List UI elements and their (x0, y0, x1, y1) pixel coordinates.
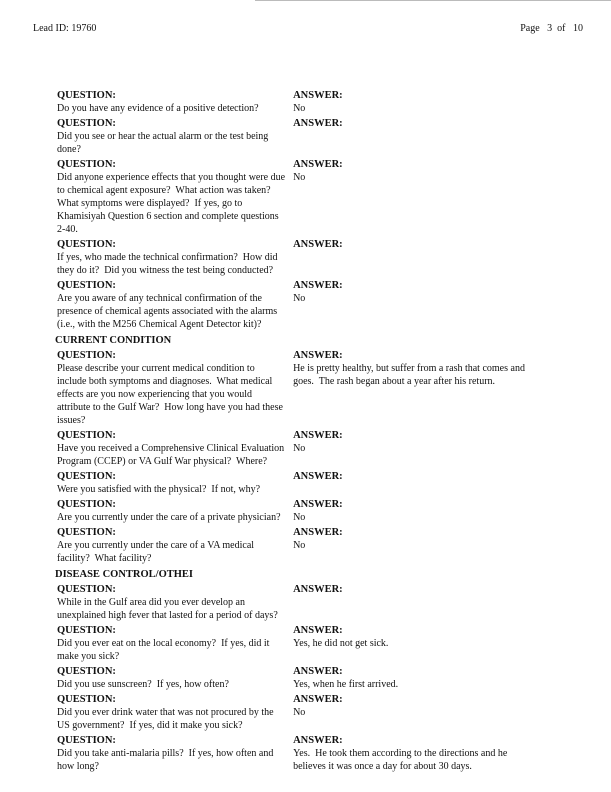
question-text: Were you satisfied with the physical? If not, why? (57, 484, 261, 495)
answer-block (293, 665, 605, 691)
question-text: Did you take anti-malaria pills? If yes, how often and how long? (57, 748, 274, 772)
question-answer-list (57, 89, 605, 773)
question-label: QUESTION: (57, 584, 116, 595)
question-block (57, 624, 285, 663)
question-text: Did you use sunscreen? If yes, how often? (57, 679, 229, 690)
answer-text: No (293, 172, 306, 183)
question-block (57, 693, 285, 732)
question-label: QUESTION: (57, 694, 116, 705)
answer-block (293, 693, 605, 719)
section-heading: CURRENT CONDITION (55, 335, 172, 346)
question-text: Did anyone experience effects that you thought were due to chemical agent exposure? What action was taken? What symptoms were displayed? If yes, go to Khamisiyah Question 6 section and complete questions 2-40. (57, 172, 286, 235)
question-label: QUESTION: (57, 666, 116, 677)
answer-block (293, 89, 605, 115)
answer-label: ANSWER: (293, 430, 343, 441)
answer-label: ANSWER: (293, 118, 343, 129)
question-label: QUESTION: (57, 350, 116, 361)
answer-label: ANSWER: (293, 625, 343, 636)
question-text: Did you see or hear the actual alarm or the test being done? (57, 131, 269, 155)
answer-text: No (293, 103, 306, 114)
answer-label: ANSWER: (293, 584, 343, 595)
answer-label: ANSWER: (293, 499, 343, 510)
question-block (57, 665, 285, 691)
answer-text: No (293, 512, 306, 523)
answer-block (293, 583, 605, 596)
question-label: QUESTION: (57, 430, 116, 441)
answer-text: No (293, 540, 306, 551)
question-block (57, 470, 285, 496)
question-block (57, 89, 285, 115)
answer-block (293, 279, 605, 305)
answer-label: ANSWER: (293, 239, 343, 250)
question-text: If yes, who made the technical confirmation? How did they do it? Did you witness the test being conducted? (57, 252, 278, 276)
question-label: QUESTION: (57, 118, 116, 129)
lead-id: Lead ID: 19760 (33, 23, 97, 34)
answer-block (293, 734, 605, 773)
answer-label: ANSWER: (293, 350, 343, 361)
question-block (57, 583, 285, 622)
question-text: Are you currently under the care of a private physician? (57, 512, 281, 523)
answer-block (293, 498, 605, 524)
question-block (57, 526, 285, 565)
answer-label: ANSWER: (293, 159, 343, 170)
answer-text: No (293, 293, 306, 304)
question-label: QUESTION: (57, 625, 116, 636)
question-label: QUESTION: (57, 499, 116, 510)
question-text: Did you ever eat on the local economy? If yes, did it make you sick? (57, 638, 270, 662)
question-label: QUESTION: (57, 471, 116, 482)
answer-block (293, 158, 605, 184)
question-text: Are you currently under the care of a VA medical facility? What facility? (57, 540, 255, 564)
question-label: QUESTION: (57, 735, 116, 746)
answer-text: Yes, he did not get sick. (293, 638, 389, 649)
question-label: QUESTION: (57, 527, 116, 538)
question-block (57, 158, 285, 236)
answer-block (293, 349, 605, 388)
answer-label: ANSWER: (293, 90, 343, 101)
answer-label: ANSWER: (293, 694, 343, 705)
question-text: Have you received a Comprehensive Clinical Evaluation Program (CCEP) or VA Gulf War physical? Where? (57, 443, 285, 467)
answer-label: ANSWER: (293, 280, 343, 291)
page-number: Page 3 of 10 (520, 23, 583, 34)
answer-text: No (293, 707, 306, 718)
question-text: Did you ever drink water that was not procured by the US government? If yes, did it make you sick? (57, 707, 274, 731)
question-label: QUESTION: (57, 159, 116, 170)
answer-text: No (293, 443, 306, 454)
question-block (57, 349, 285, 427)
question-text: Are you aware of any technical confirmation of the presence of chemical agents associated with the alarms (i.e., with the M256 Chemical Agent Detector kit)? (57, 293, 278, 330)
answer-block (293, 470, 605, 483)
section-heading: DISEASE CONTROL/OTHEI (55, 569, 193, 580)
question-text: Please describe your current medical condition to include both symptoms and diagnoses. What medical effects are you now experiencing that you would attribute to the Gulf War? How long have you had these issues? (57, 363, 283, 426)
answer-block (293, 429, 605, 455)
answer-block (293, 117, 605, 130)
question-text: While in the Gulf area did you ever develop an unexplained high fever that lasted for a period of days? (57, 597, 278, 621)
answer-text: He is pretty healthy, but suffer from a rash that comes and goes. The rash began about a year after his return. (293, 363, 525, 387)
question-label: QUESTION: (57, 280, 116, 291)
answer-label: ANSWER: (293, 735, 343, 746)
question-label: QUESTION: (57, 239, 116, 250)
question-block (57, 279, 285, 331)
question-block (57, 238, 285, 277)
answer-label: ANSWER: (293, 666, 343, 677)
answer-text: Yes, when he first arrived. (293, 679, 399, 690)
answer-text: Yes. He took them according to the directions and he believes it was once a day for about 30 days. (293, 748, 508, 772)
scan-edge-line (255, 0, 611, 1)
question-block (57, 429, 285, 468)
answer-label: ANSWER: (293, 527, 343, 538)
question-block (57, 734, 285, 773)
answer-block (293, 624, 605, 650)
answer-block (293, 526, 605, 552)
question-label: QUESTION: (57, 90, 116, 101)
question-text: Do you have any evidence of a positive detection? (57, 103, 259, 114)
answer-label: ANSWER: (293, 471, 343, 482)
question-block (57, 117, 285, 156)
question-block (57, 498, 285, 524)
answer-block (293, 238, 605, 251)
